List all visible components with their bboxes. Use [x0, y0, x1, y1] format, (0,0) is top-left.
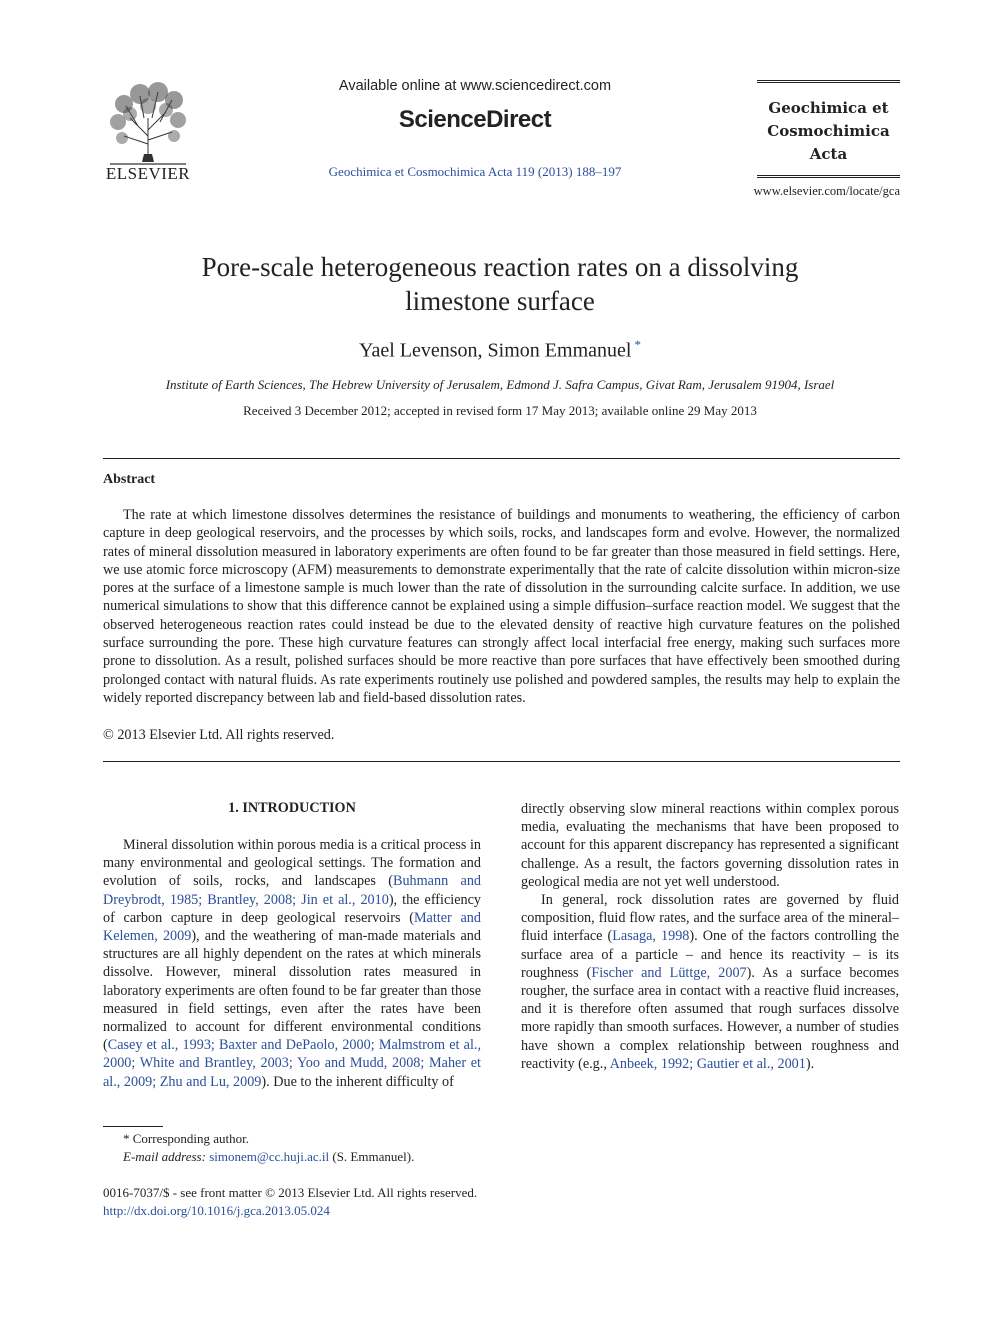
article-history: Received 3 December 2012; accepted in revised form 17 May 2013; available online 29 May 2013: [243, 403, 757, 418]
author-list: [100, 337, 900, 363]
intro-paragraph-2: [521, 891, 899, 1073]
journal-name-line-3: Acta: [809, 145, 848, 163]
corresponding-author-note: * Corresponding author.: [123, 1131, 250, 1146]
paragraph-text: ). As a surface becomes rougher, the surface area in contact with a reactive fluid increases, and it is therefore often assumed that rough surfaces dissolve more rapidly than smooth surfaces. However, a number of studies have shown a complex relationship between roughness and reactivity (e.g.,: [521, 964, 899, 1072]
intro-paragraph-1: [103, 836, 481, 1091]
journal-name-box: [757, 80, 900, 178]
paragraph-text: directly observing slow mineral reactions within complex porous media, evaluating the mechanisms that have been proposed to account for this apparent discrepancy has represented a significant challenge. As a result, the factors governing dissolution rates in geological media are not yet well understood.: [521, 801, 899, 890]
paragraph-text: ).: [805, 1055, 815, 1072]
sciencedirect-brand: ScienceDirect: [398, 106, 552, 133]
article-title: [100, 250, 900, 318]
citation-link[interactable]: Matter and Kelemen, 2009: [103, 909, 481, 945]
paragraph-text: ), and the weathering of man-made materials and structures are all highly dependent on the rates at which minerals dissolve. However, mineral dissolution rates measured in laboratory experiments are often found to be far greater than those measured in field settings, even after the rates have been normalized to account for different environmental conditions (: [103, 928, 481, 1054]
paragraph-text: ). One of the factors controlling the surface area of a particle – and hence its reactivity – is its roughness (: [521, 928, 899, 981]
abstract-body: The rate at which limestone dissolves determines the resistance of buildings and monuments to weathering, the efficiency of carbon capture in deep geological reservoirs, and the processes by which soils, rocks, and landscapes form and evolve. However, the normalized rates of mineral dissolution measured in laboratory experiments are often found to be far greater than those measured in field settings. Here, we use atomic force microscopy (AFM) measurements to demonstrate experimentally that the rate of calcite dissolution within micron-size pores at the surface of a limestone sample is much lower than the rate of dissolution in the surrounding calcite surface. In addition, we use numerical simulations to show that this difference cannot be explained using a simple diffusion–surface reaction model. We suggest that the observed heterogeneous reaction rates could instead be due to the elevated density of reactive high curvature features on the polished surface surrounding the pore. These high curvature features can strongly affect local interfacial free energy, making such surfaces more prone to dissolution. As a result, polished surfaces should be more reactive than pore surfaces that have effectively been smoothed during prolonged contact with natural fluids. As rate experiments routinely use polished and powdered samples, the results may help to explain the widely reported discrepancy between lab and field-based dissolution rates.: [103, 507, 900, 706]
body-column-right: [521, 800, 899, 1073]
intro-paragraph-1-continued: [521, 800, 899, 891]
elsevier-logo: [100, 78, 196, 184]
citation-link[interactable]: Buhmann and Dreybrodt, 1985; Brantley, 2008; Jin et al., 2010: [103, 873, 482, 908]
abstract-heading: Abstract: [103, 472, 156, 487]
divider-top: [103, 458, 900, 459]
abstract-copyright: © 2013 Elsevier Ltd. All rights reserved.: [103, 727, 335, 743]
journal-reference-link[interactable]: Geochimica et Cosmochimica Acta 119 (2013) 188–197: [328, 164, 622, 179]
paragraph-text: ). Due to the inherent difficulty of: [261, 1073, 454, 1090]
email-note: [103, 1148, 481, 1166]
article-title-text: Pore-scale heterogeneous reaction rates on a dissolving limestone surface: [201, 252, 799, 316]
divider-bottom: [103, 761, 900, 762]
citation-link[interactable]: Lasaga, 1998: [612, 928, 690, 945]
section-heading-introduction: 1. INTRODUCTION: [228, 800, 356, 816]
body-column-left: [103, 836, 481, 1091]
citation-link[interactable]: Casey et al., 1993; Baxter and DePaolo, 2000; Malmstrom et al., 2000; White and Brantley, 2003; Yoo and Mudd, 2008; Maher et al., 2009; Zhu and Lu, 2009: [103, 1037, 481, 1090]
email-label: E-mail address:: [123, 1149, 206, 1164]
footnote-rule: [103, 1126, 163, 1127]
email-link[interactable]: simonem@cc.huji.ac.il: [209, 1149, 330, 1164]
affiliation: Institute of Earth Sciences, The Hebrew University of Jerusalem, Edmond J. Safra Campus, Givat Ram, Jerusalem 91904, Israel: [165, 377, 835, 392]
paragraph-text: In general, rock dissolution rates are governed by fluid composition, fluid flow rates, and the surface area of the mineral–fluid interface (: [521, 892, 899, 945]
journal-name-line-2: Cosmochimica: [767, 122, 890, 140]
paragraph-text: Mineral dissolution within porous media is a critical process in many environmental and geological settings. The formation and evolution of soils, rocks, and landscapes (: [103, 837, 481, 890]
publisher-wordmark: ELSEVIER: [105, 164, 191, 183]
article-footer: [103, 1184, 553, 1220]
author-names: Yael Levenson, Simon Emmanuel: [359, 339, 632, 362]
issn-line: 0016-7037/$ - see front matter © 2013 Elsevier Ltd. All rights reserved.: [103, 1185, 478, 1200]
corresponding-author-mark[interactable]: *: [634, 337, 641, 352]
journal-name-line-1: Geochimica et: [768, 99, 889, 117]
footnote: [103, 1130, 481, 1166]
doi-link[interactable]: http://dx.doi.org/10.1016/j.gca.2013.05.024: [103, 1203, 330, 1218]
available-online-text: Available online at www.sciencedirect.com: [338, 78, 612, 94]
paragraph-text: ), the efficiency of carbon capture in deep geological reservoirs (: [103, 891, 481, 926]
journal-homepage-url: www.elsevier.com/locate/gca: [753, 184, 900, 198]
citation-link[interactable]: Fischer and Lüttge, 2007: [591, 964, 747, 981]
citation-link[interactable]: Anbeek, 1992; Gautier et al., 2001: [609, 1055, 806, 1072]
email-suffix: (S. Emmanuel).: [329, 1149, 415, 1164]
